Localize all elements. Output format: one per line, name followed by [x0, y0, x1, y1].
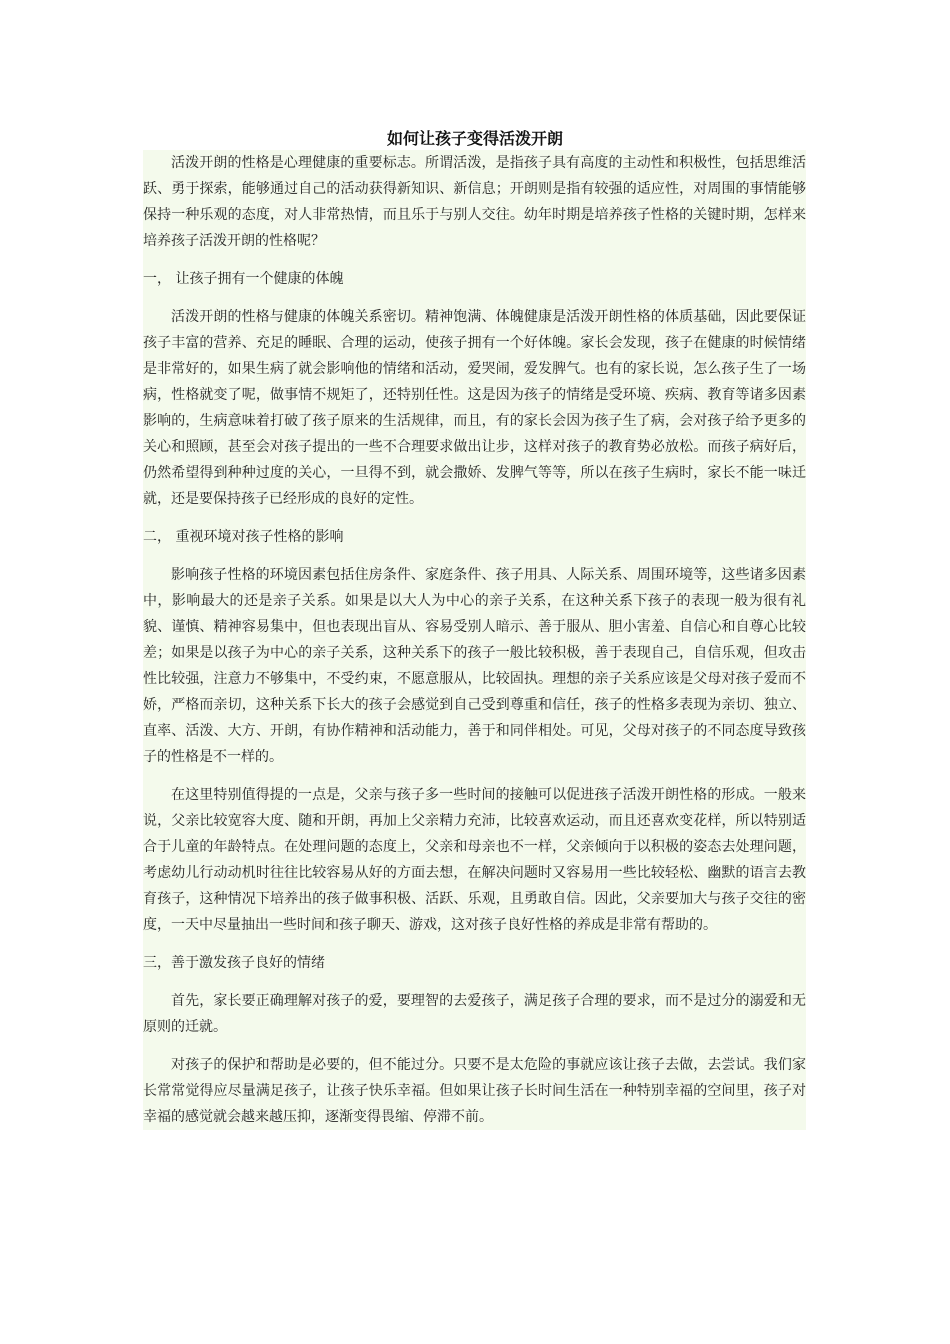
section-2-paragraph-1: 影响孩子性格的环境因素包括住房条件、家庭条件、孩子用具、人际关系、周围环境等，这些诸多因素中，影响最大的还是亲子关系。如果是以大人为中心的亲子关系，在这种关系下孩子的表现一般为很有礼貌、谨慎、精神容易集中，但也表现出盲从、容易受别人暗示、善于服从、胆小害羞、自信心和自尊心比较差；如果是以孩子为中心的亲子关系，这种关系下的孩子一般比较积极，善于表现自己，自信乐观，但攻击性比较强，注意力不够集中，不受约束，不愿意服从，比较固执。理想的亲子关系应该是父母对孩子爱而不娇，严格而亲切，这种关系下长大的孩子会感觉到自己受到尊重和信任，孩子的性格多表现为亲切、独立、直率、活泼、大方、开朗，有协作精神和活动能力，善于和同伴相处。可见，父母对孩子的不同态度导致孩子的性格是不一样的。	[143, 567, 806, 765]
section-1-paragraph-1: 活泼开朗的性格与健康的体魄关系密切。精神饱满、体魄健康是活泼开朗性格的体质基础，因此要保证孩子丰富的营养、充足的睡眠、合理的运动，使孩子拥有一个好体魄。家长会发现，孩子在健康的时候情绪是非常好的，如果生病了就会影响他的情绪和活动，爱哭闹，爱发脾气。也有的家长说，怎么孩子生了一场病，性格就变了呢，做事情不规矩了，还特别任性。这是因为孩子的情绪是受环境、疾病、教育等诸多因素影响的，生病意味着打破了孩子原来的生活规律，而且，有的家长会因为孩子生了病，会对孩子给予更多的关心和照顾，甚至会对孩子提出的一些不合理要求做出让步，这样对孩子的教育势必放松。而孩子病好后，仍然希望得到种种过度的关心，一旦得不到，就会撒娇、发脾气等等，所以在孩子生病时，家长不能一味迁就，还是要保持孩子已经形成的良好的定性。	[143, 309, 806, 507]
page-title: 如何让孩子变得活泼开朗	[386, 129, 563, 148]
intro-paragraph: 活泼开朗的性格是心理健康的重要标志。所谓活泼，是指孩子具有高度的主动性和积极性，包括思维活跃、勇于探索，能够通过自己的活动获得新知识、新信息；开朗则是指有较强的适应性，对周围的事情能够保持一种乐观的态度，对人非常热情，而且乐于与别人交往。幼年时期是培养孩子性格的关键时期，怎样来培养孩子活泼开朗的性格呢？	[143, 155, 806, 249]
section-heading-3: 三，善于激发孩子良好的情绪	[143, 955, 325, 971]
section-heading-1: 一， 让孩子拥有一个健康的体魄	[143, 271, 344, 287]
section-2-paragraph-2: 在这里特别值得提的一点是，父亲与孩子多一些时间的接触可以促进孩子活泼开朗性格的形成。一般来说，父亲比较宽容大度、随和开朗，再加上父亲精力充沛，比较喜欢运动，而且还喜欢变花样，所以特别适合于儿童的年龄特点。在处理问题的态度上，父亲和母亲也不一样，父亲倾向于以积极的姿态去处理问题，考虑幼儿行动动机时往往比较容易从好的方面去想，在解决问题时又容易用一些比较轻松、幽默的语言去教育孩子，这种情况下培养出的孩子做事积极、活跃、乐观，且勇敢自信。因此，父亲要加大与孩子交往的密度，一天中尽量抽出一些时间和孩子聊天、游戏，这对孩子良好性格的养成是非常有帮助的。	[143, 787, 806, 933]
section-3-paragraph-1: 首先，家长要正确理解对孩子的爱，要理智的去爱孩子，满足孩子合理的要求，而不是过分的溺爱和无原则的迁就。	[143, 993, 806, 1035]
document-body	[143, 150, 806, 1130]
section-3-paragraph-2: 对孩子的保护和帮助是必要的，但不能过分。只要不是太危险的事就应该让孩子去做，去尝试。我们家长常常觉得应尽量满足孩子，让孩子快乐幸福。但如果让孩子长时间生活在一种特别幸福的空间里，孩子对幸福的感觉就会越来越压抑，逐渐变得畏缩、停滞不前。	[143, 1057, 806, 1125]
section-heading-2: 二， 重视环境对孩子性格的影响	[143, 529, 344, 545]
